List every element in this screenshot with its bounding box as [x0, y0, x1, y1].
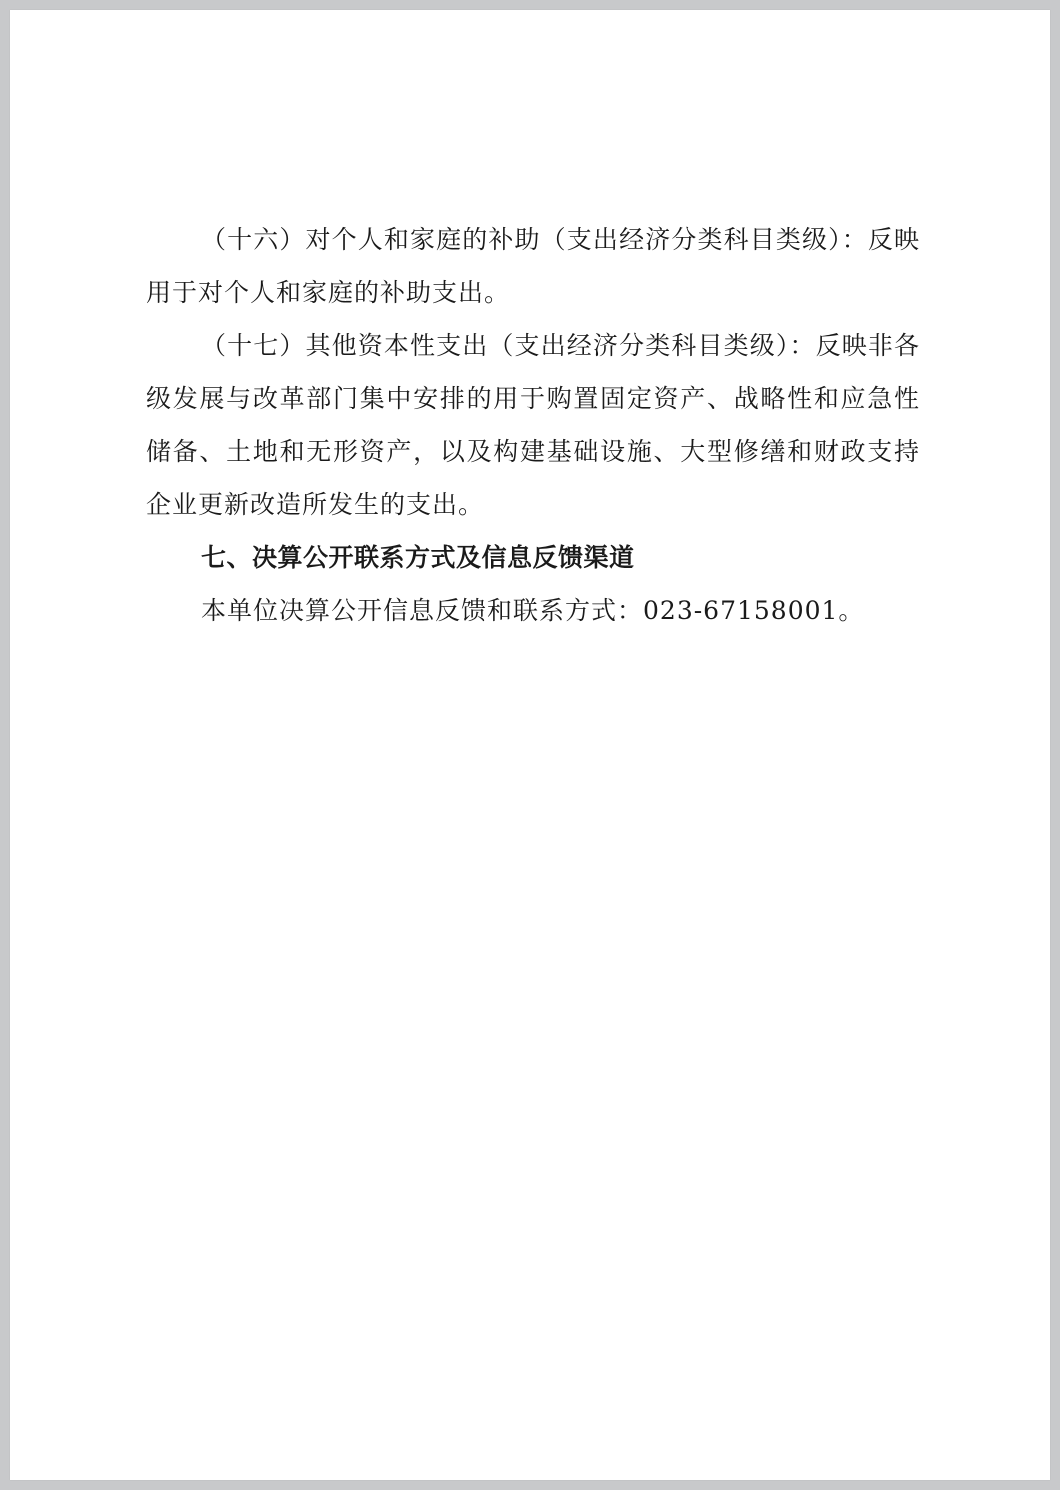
paragraph-item-16: （十六）对个人和家庭的补助（支出经济分类科目类级）：反映用于对个人和家庭的补助支出。	[146, 225, 920, 307]
document-body	[146, 213, 920, 637]
paragraph-item-17: （十七）其他资本性支出（支出经济分类科目类级）：反映非各级发展与改革部门集中安排的用于购置固定资产、战略性和应急性储备、土地和无形资产，以及构建基础设施、大型修缮和财政支持企业更新改造所发生的支出。	[146, 331, 920, 519]
document-page	[10, 10, 1050, 1480]
section-heading: 七、决算公开联系方式及信息反馈渠道	[201, 543, 635, 572]
contact-line: 本单位决算公开信息反馈和联系方式：023-67158001。	[201, 596, 865, 625]
